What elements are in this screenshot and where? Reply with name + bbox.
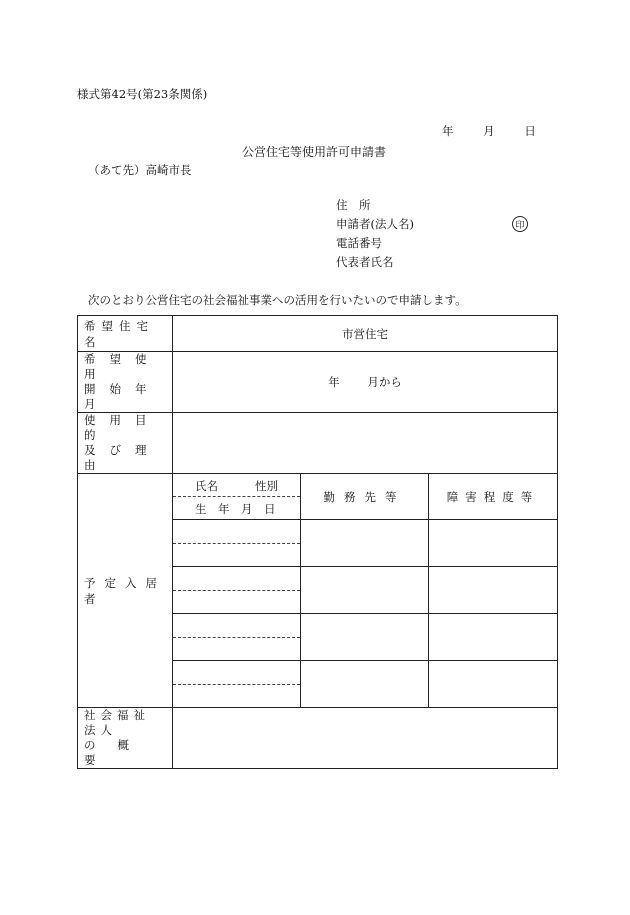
col-name-label: 氏名 [195,479,218,493]
col-birth-label: 生 年 月 日 [195,502,276,516]
applicant-name-label: 申請者(法人名) [336,217,414,231]
desired-housing-label-text: 希望住宅名 [84,318,154,349]
date-month: 月 [483,124,495,138]
applicant-representative-label: 代表者氏名 [336,255,394,269]
date-line [442,123,536,139]
purpose-label-2: 及び理由 [84,443,161,472]
date-day: 日 [524,124,536,138]
resident-1-name[interactable] [173,520,301,567]
application-table [77,315,558,769]
col-work-label: 勤務先等 [301,474,429,520]
resident-3-work[interactable] [301,614,429,661]
col-gender-label: 性別 [255,479,278,493]
resident-1-disability[interactable] [429,520,558,567]
start-date-label-2: 開始年月 [84,382,161,411]
org-summary-label-1: 社会福祉法人 [84,708,150,737]
start-date-year: 年 [328,375,340,389]
org-summary-value[interactable] [173,708,558,769]
form-number: 様式第42号(第23条関係) [77,87,208,101]
purpose-label-1: 使用目的 [84,413,161,442]
resident-3-disability[interactable] [429,614,558,661]
start-date-label-1: 希望使用 [84,352,161,381]
purpose-value[interactable] [173,413,558,474]
desired-housing-value[interactable]: 市営住宅 [173,316,558,352]
resident-4-disability[interactable] [429,661,558,708]
org-summary-label-2: の概要 [84,738,151,767]
start-date-month: 月から [367,375,402,389]
applicant-address-label: 住 所 [336,198,371,212]
intro-text: 次のとおり公営住宅の社会福祉事業への活用を行いたいので申請します。 [88,293,467,307]
applicant-phone-label: 電話番号 [336,236,382,250]
org-summary-label [78,708,173,769]
resident-1-work[interactable] [301,520,429,567]
residents-header-name [173,474,301,520]
start-date-value[interactable] [173,352,558,413]
resident-3-name[interactable] [173,614,301,661]
page-title: 公営住宅等使用許可申請書 [242,145,387,159]
addressee: （あて先）高崎市長 [88,163,192,177]
resident-2-work[interactable] [301,567,429,614]
desired-housing-label [78,316,173,352]
resident-4-name[interactable] [173,661,301,708]
residents-label [78,474,173,708]
applicant-block [336,197,536,273]
date-year: 年 [442,124,454,138]
col-disability-label: 障害程度等 [429,474,558,520]
resident-2-disability[interactable] [429,567,558,614]
residents-label-text: 予定入居者 [84,575,166,606]
resident-4-work[interactable] [301,661,429,708]
seal-mark: 印 [512,216,528,232]
purpose-label [78,413,173,474]
start-date-label [78,352,173,413]
resident-2-name[interactable] [173,567,301,614]
